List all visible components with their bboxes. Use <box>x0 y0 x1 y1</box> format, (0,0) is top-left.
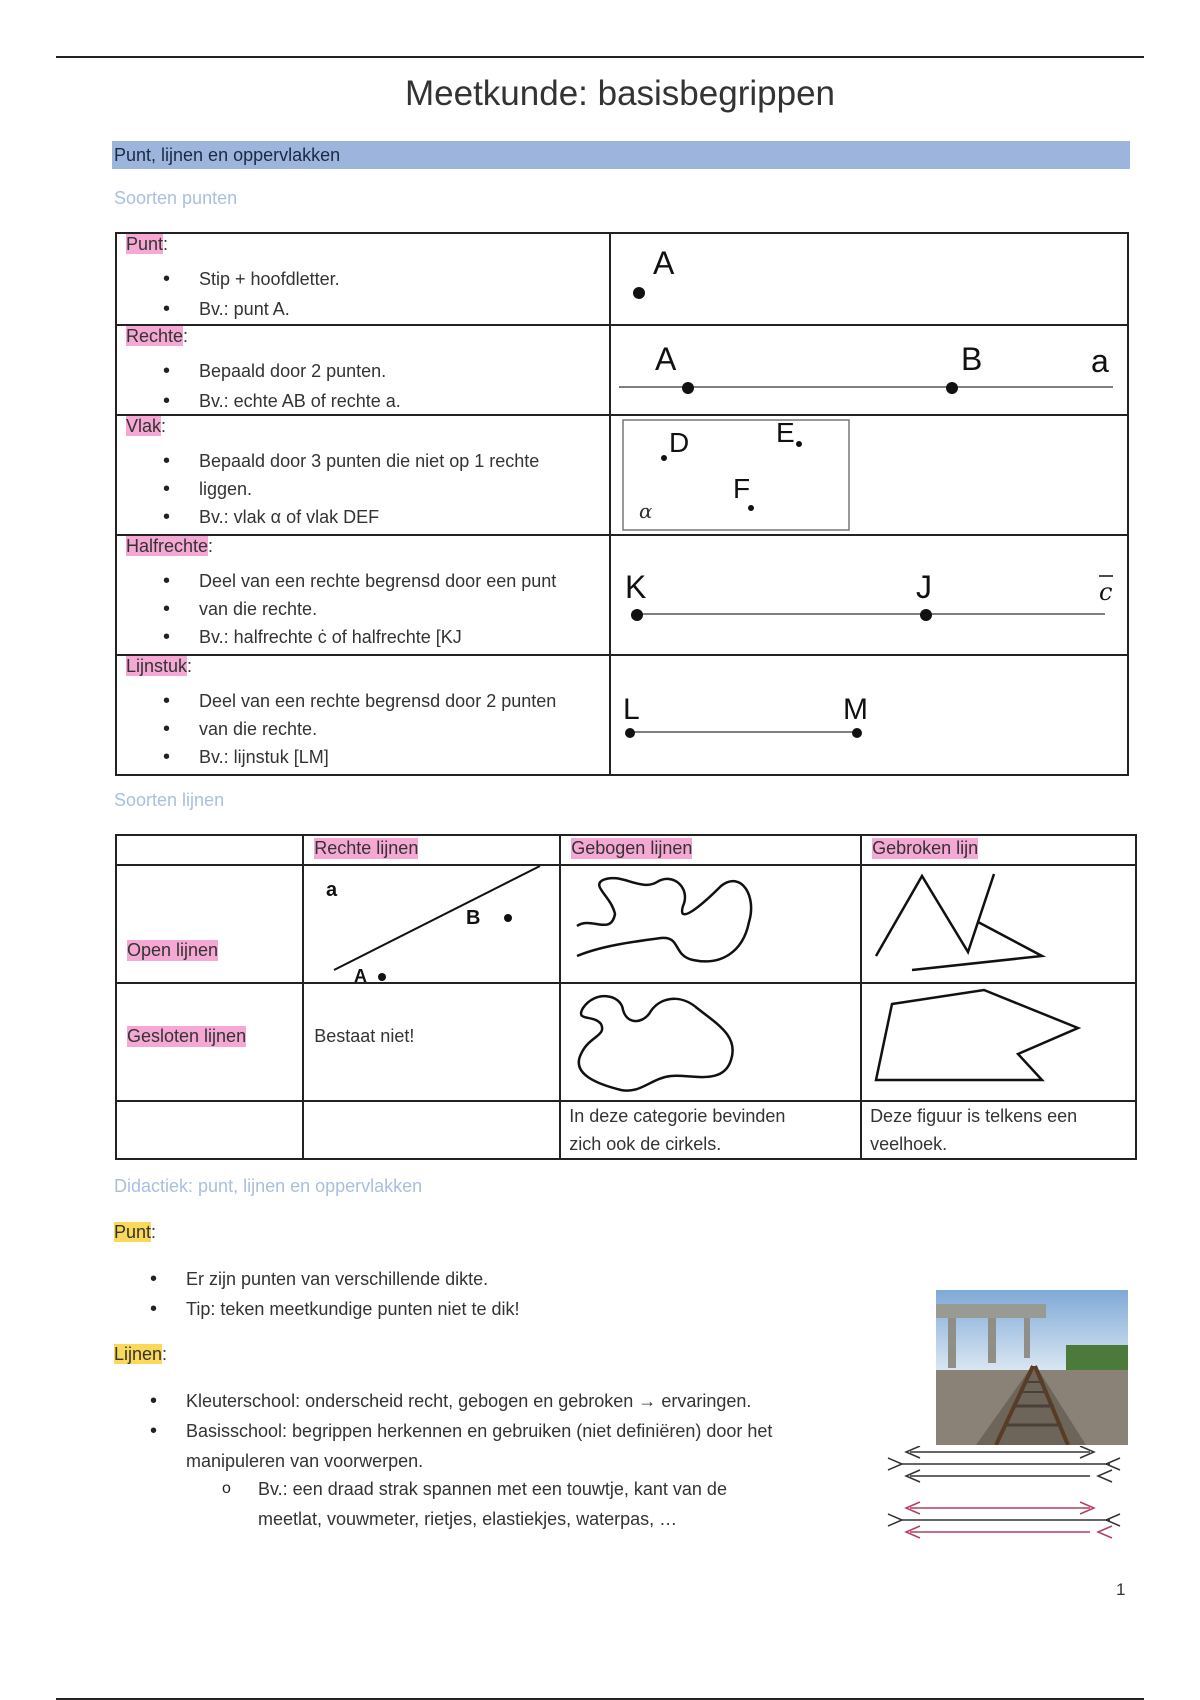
label-a: A <box>653 245 675 281</box>
section-heading: Punt, lijnen en oppervlakken <box>112 141 1130 169</box>
label-d: D <box>669 427 690 458</box>
didactics-lijnen-heading: Lijnen: <box>114 1344 168 1364</box>
corner-cell <box>116 835 303 865</box>
note-curved <box>560 1101 861 1159</box>
punt-figure <box>611 234 1127 324</box>
empty-cell <box>303 1101 560 1159</box>
sub-list-item-cont: meetlat, vouwmeter, rietjes, elastiekjes, waterpas, … <box>258 1509 678 1529</box>
figure-lijnstuk <box>610 655 1128 775</box>
label-e: E <box>776 417 795 448</box>
figure-halfrechte <box>610 535 1128 655</box>
list-item: • Bepaald door 2 punten. <box>199 356 386 386</box>
list-item: • Bv.: vlak α of vlak DEF <box>199 502 379 532</box>
list-item: • Bv.: lijnstuk [LM] <box>199 742 329 772</box>
term-punt: Punt <box>126 234 164 254</box>
closed-broken-figure <box>862 984 1134 1100</box>
label-f: F <box>733 473 751 504</box>
list-item: • Bepaald door 3 punten die niet op 1 rechte <box>199 446 539 476</box>
open-straight <box>303 865 560 983</box>
label-line-a: a <box>1091 343 1109 379</box>
row-label: Open lijnen <box>127 940 219 960</box>
halfrechte-figure <box>611 536 1127 654</box>
open-curved <box>560 865 861 983</box>
closed-broken <box>861 983 1136 1101</box>
page-number: 1 <box>1116 1580 1126 1599</box>
page-title: Meetkunde: basisbegrippen <box>404 74 835 113</box>
label-a: A <box>655 341 677 377</box>
list-item: • Bv.: echte AB of rechte a. <box>199 386 401 416</box>
list-item-cont: • van die rechte. <box>199 714 317 744</box>
didactics-punt-heading: Punt: <box>114 1222 157 1242</box>
subhead-lines: Soorten lijnen <box>114 790 225 810</box>
label-a: a <box>326 879 338 901</box>
list-item: • Tip: teken meetkundige punten niet te dik! <box>186 1294 520 1324</box>
term-rechte: Rechte <box>126 326 184 346</box>
lijnen-label: Lijnen <box>114 1344 163 1364</box>
term-lijnstuk: Lijnstuk <box>126 656 188 676</box>
note-line: veelhoek. <box>870 1134 948 1154</box>
closed-curved <box>560 983 861 1101</box>
closed-straight <box>303 983 560 1101</box>
cell-lijnstuk: Lijnstuk: • Deel van een rechte begrensd door 2 punten • van die rechte. • Bv.: lijnstuk [LM] <box>116 655 610 775</box>
row-label: Gesloten lijnen <box>127 1026 247 1046</box>
list-item-cont: • van die rechte. <box>199 594 317 624</box>
label-b: B <box>466 907 481 929</box>
header-label: Gebogen lijnen <box>571 838 693 858</box>
straight-line-figure <box>304 866 558 982</box>
label-j: J <box>916 569 933 605</box>
empty-cell <box>116 1101 303 1159</box>
row-open <box>116 865 303 983</box>
list-item: • Kleuterschool: onderscheid recht, gebogen en gebroken → ervaringen. <box>186 1386 751 1416</box>
label-b: B <box>961 341 983 377</box>
open-broken-figure <box>862 866 1134 982</box>
cell-vlak: Vlak: • Bepaald door 3 punten die niet op 1 rechte • liggen. • Bv.: vlak α of vlak DEF <box>116 415 610 535</box>
railway-image <box>936 1290 1128 1445</box>
subhead-didactics: Didactiek: punt, lijnen en oppervlakken <box>114 1176 423 1196</box>
closed-curve-figure <box>561 984 859 1100</box>
figure-rechte <box>610 325 1128 415</box>
label-alpha: α <box>639 499 653 523</box>
figure-vlak <box>610 415 1128 535</box>
list-item-cont: manipuleren van voorwerpen. <box>186 1451 424 1471</box>
vlak-figure <box>611 416 1127 534</box>
subhead-points: Soorten punten <box>114 188 238 208</box>
row-closed <box>116 983 303 1101</box>
note-line: zich ook de cirkels. <box>569 1134 722 1154</box>
term-halfrechte: Halfrechte <box>126 536 209 556</box>
header-rechte <box>303 835 560 865</box>
bestaat-niet: Bestaat niet! <box>314 1026 415 1046</box>
open-curve-figure <box>561 866 859 982</box>
list-item: • Bv.: halfrechte ċ of halfrechte [KJ <box>199 622 462 652</box>
label-c: c <box>1099 578 1113 606</box>
railway-photo <box>936 1290 1128 1445</box>
header-gebroken <box>861 835 1136 865</box>
cell-rechte: Rechte: • Bepaald door 2 punten. • Bv.: echte AB of rechte a. <box>116 325 610 415</box>
top-rule <box>56 56 1144 58</box>
note-broken <box>861 1101 1136 1159</box>
list-item: • Basisschool: begrippen herkennen en gebruiken (niet definiëren) door het <box>186 1416 772 1446</box>
open-broken <box>861 865 1136 983</box>
points-table <box>115 232 1129 776</box>
list-item: • Deel van een rechte begrensd door een punt <box>199 566 556 596</box>
note-line: In deze categorie bevinden <box>569 1106 786 1126</box>
lijnstuk-figure <box>611 656 1127 774</box>
header-label: Gebroken lijn <box>872 838 979 858</box>
parallel-lines-illustration <box>880 1446 1130 1546</box>
list-item: • Er zijn punten van verschillende dikte. <box>186 1264 488 1294</box>
rechte-figure <box>611 326 1127 414</box>
list-item: • Bv.: punt A. <box>199 294 290 324</box>
list-item: • Deel van een rechte begrensd door 2 punten <box>199 686 556 716</box>
figure-punt <box>610 233 1128 325</box>
cell-punt: Punt: • Stip + hoofdletter. • Bv.: punt A. <box>116 233 610 325</box>
header-gebogen <box>560 835 861 865</box>
term-vlak: Vlak <box>126 416 162 436</box>
label-m: M <box>843 693 869 726</box>
list-item-cont: • liggen. <box>199 474 252 504</box>
sub-list-item: o Bv.: een draad strak spannen met een touwtje, kant van de <box>258 1474 727 1504</box>
cell-halfrechte: Halfrechte: • Deel van een rechte begrensd door een punt • van die rechte. • Bv.: halfrechte ċ of halfrechte [KJ <box>116 535 610 655</box>
header-label: Rechte lijnen <box>314 838 419 858</box>
label-point-a: A <box>354 966 368 982</box>
note-line: Deze figuur is telkens een <box>870 1106 1078 1126</box>
punt-label: Punt <box>114 1222 152 1242</box>
label-k: K <box>625 569 647 605</box>
lines-table <box>115 834 1137 1160</box>
label-l: L <box>623 693 640 726</box>
list-item: • Stip + hoofdletter. <box>199 264 340 294</box>
